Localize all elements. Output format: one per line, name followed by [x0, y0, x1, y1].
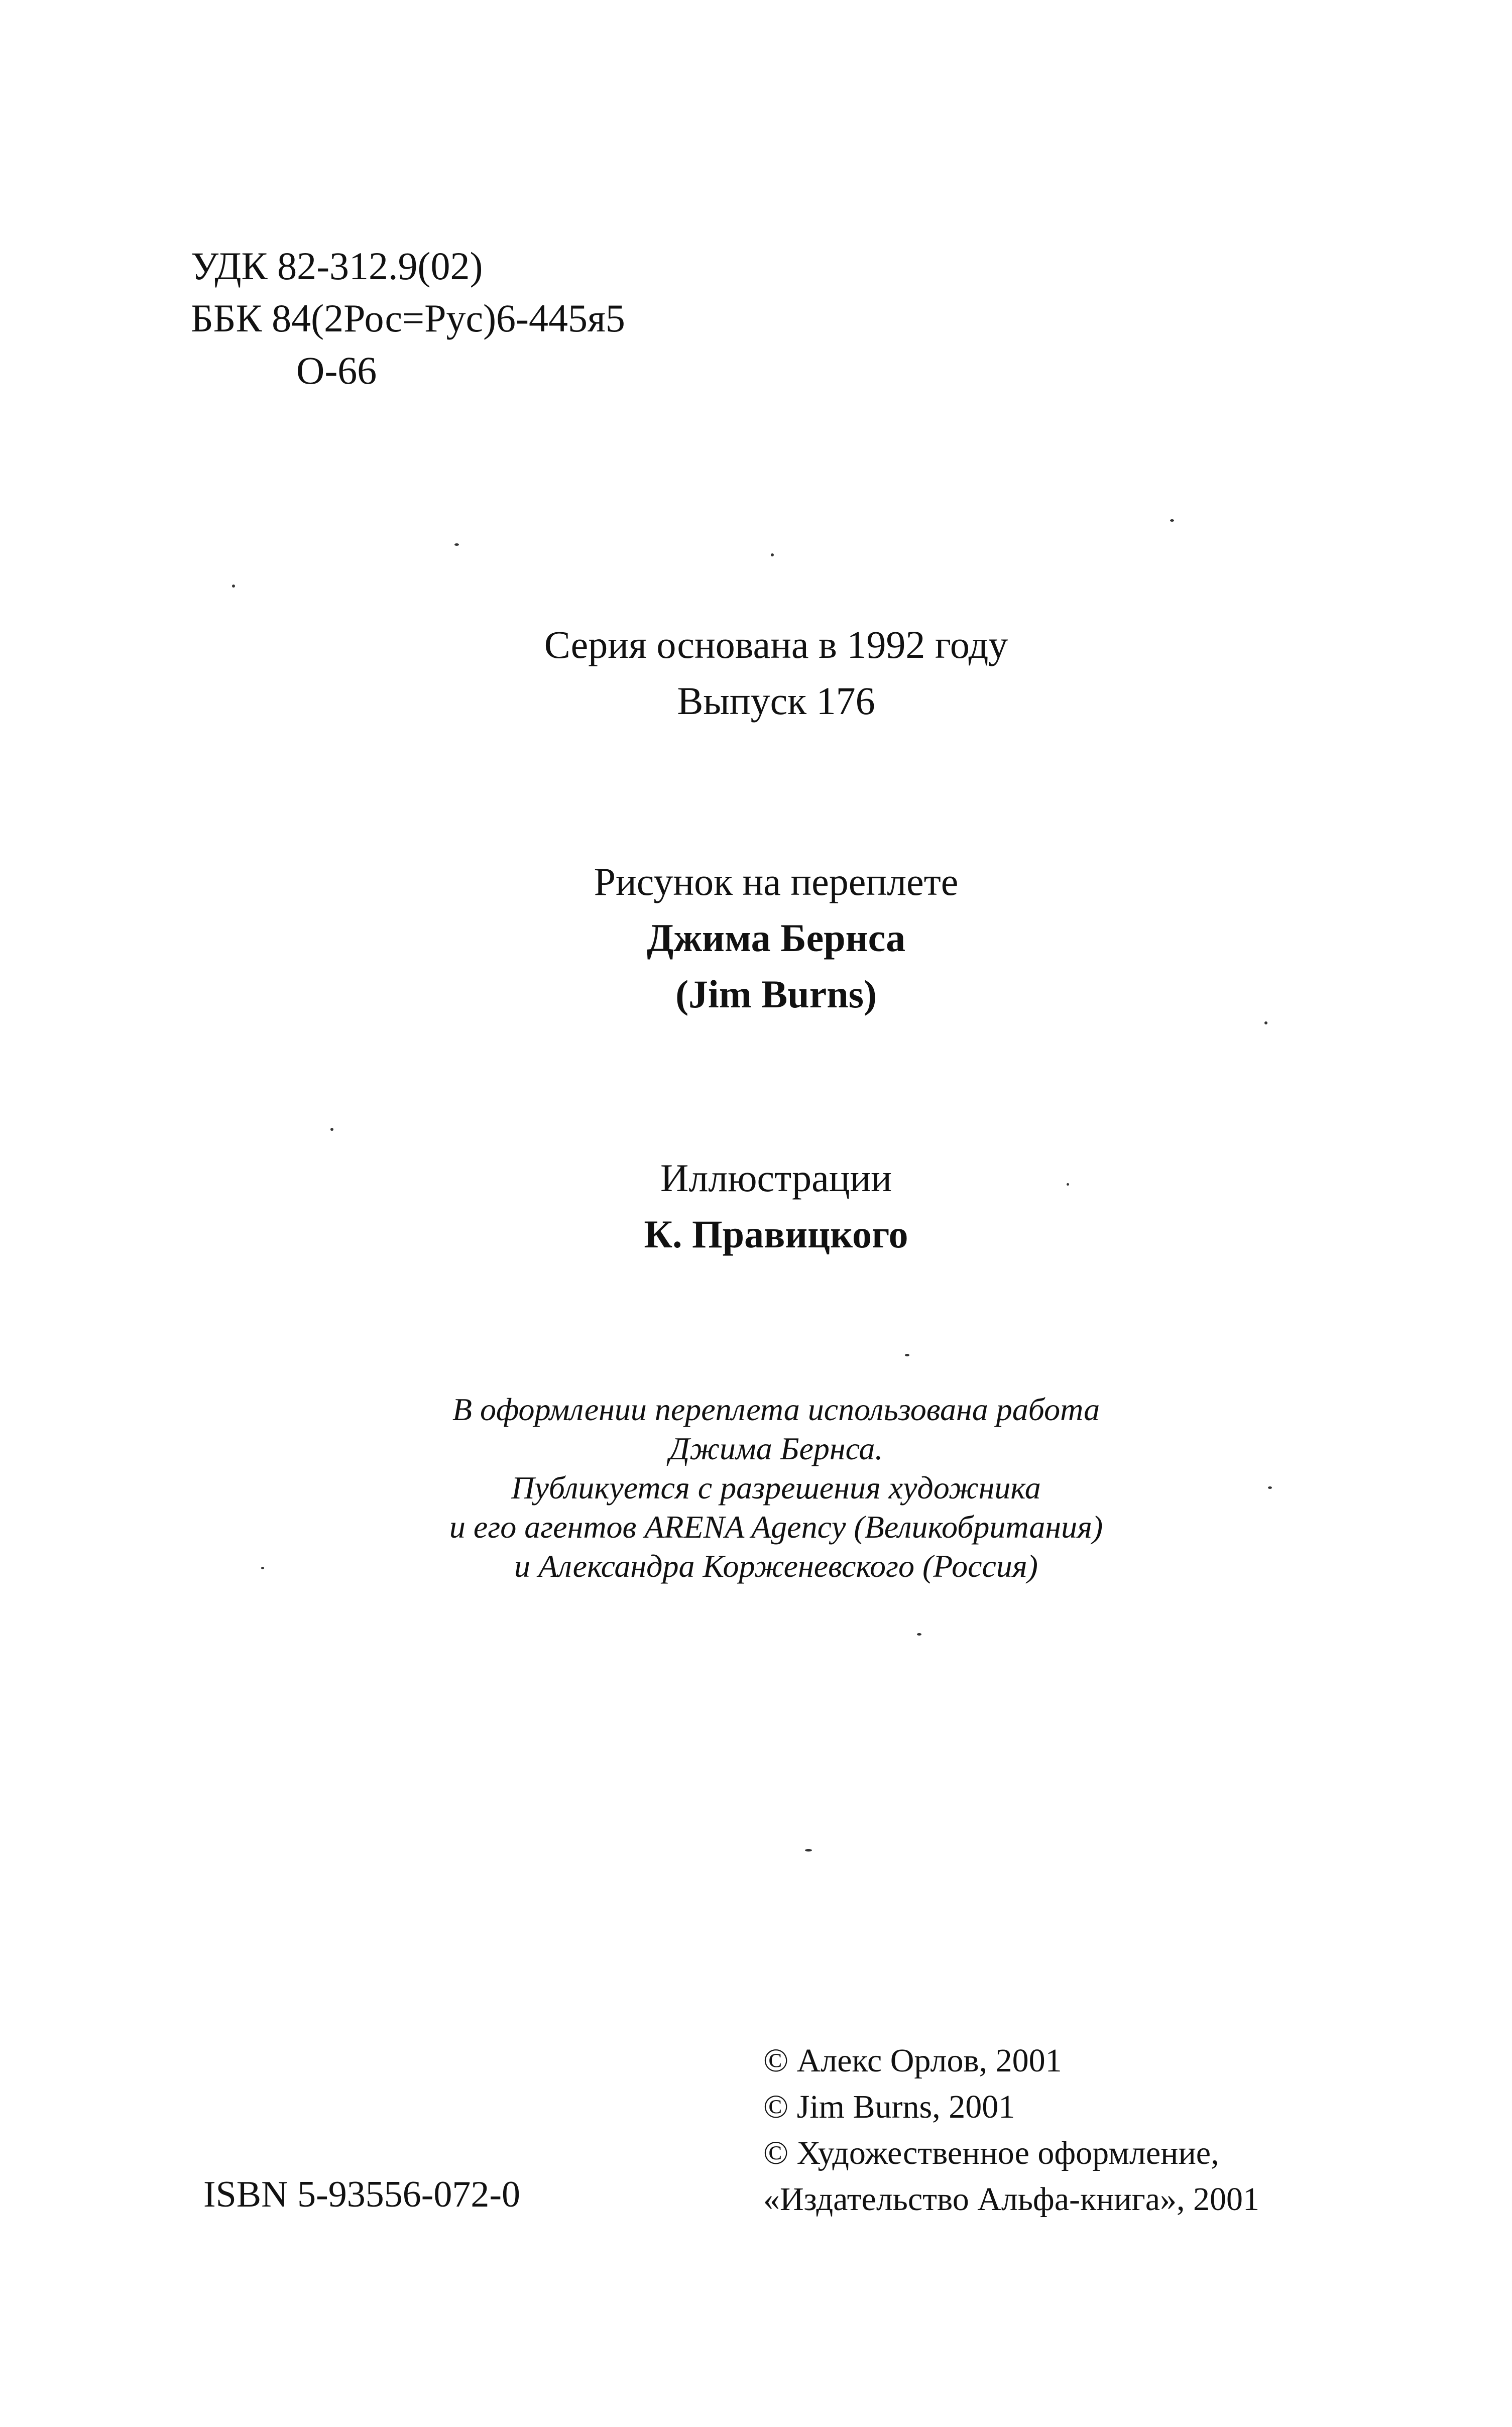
design-note-line: В оформлении переплета использована работа [452, 1392, 1100, 1427]
scan-speck [330, 1128, 333, 1131]
isbn: ISBN 5-93556-072-0 [203, 2174, 521, 2215]
scan-speck [1264, 1021, 1267, 1024]
udk-code: УДК 82-312.9(02) [191, 244, 483, 288]
illustrations-label: Иллюстрации [660, 1156, 892, 1200]
cover-artist-ru: Джима Бернса [646, 916, 906, 960]
design-note-block [20, 1390, 1512, 1586]
scan-speck [261, 1567, 264, 1569]
copyright-line: © Jim Burns, 2001 [763, 2089, 1015, 2125]
design-note-line: Джима Бернса. [669, 1431, 883, 1466]
copyright-block [763, 2038, 1259, 2223]
series-issue: Выпуск 176 [677, 679, 875, 723]
scan-speck [454, 543, 459, 546]
design-note-line: Публикуется с разрешения художника [511, 1470, 1041, 1506]
design-note-line: и его агентов ARENA Agency (Великобритания) [449, 1509, 1103, 1545]
scan-speck [1067, 1183, 1069, 1186]
cover-artist-en: (Jim Burns) [675, 972, 877, 1016]
scan-speck [905, 1354, 909, 1356]
illustrations-artist: К. Правицкого [644, 1212, 908, 1256]
scan-speck [1268, 1486, 1272, 1489]
scan-speck [805, 1849, 812, 1852]
cover-art-block [20, 854, 1512, 1022]
series-founded: Серия основана в 1992 году [544, 623, 1008, 666]
copyright-line: «Издательство Альфа-книга», 2001 [763, 2181, 1260, 2218]
design-note-line: и Александра Корженевского (Россия) [514, 1548, 1038, 1584]
scan-speck [771, 553, 774, 556]
bbk-code: ББК 84(2Рос=Рус)6-445я5 [191, 296, 625, 340]
series-block [20, 617, 1512, 729]
classification-block [191, 240, 625, 397]
cover-art-label: Рисунок на переплете [594, 860, 959, 903]
scan-speck [917, 1633, 921, 1636]
copyright-line: © Художественное оформление, [763, 2135, 1219, 2171]
scan-speck [232, 585, 235, 588]
illustrations-block [20, 1150, 1512, 1262]
copyright-line: © Алекс Орлов, 2001 [763, 2042, 1062, 2079]
scan-speck [1170, 519, 1174, 522]
author-mark: О-66 [296, 349, 377, 392]
